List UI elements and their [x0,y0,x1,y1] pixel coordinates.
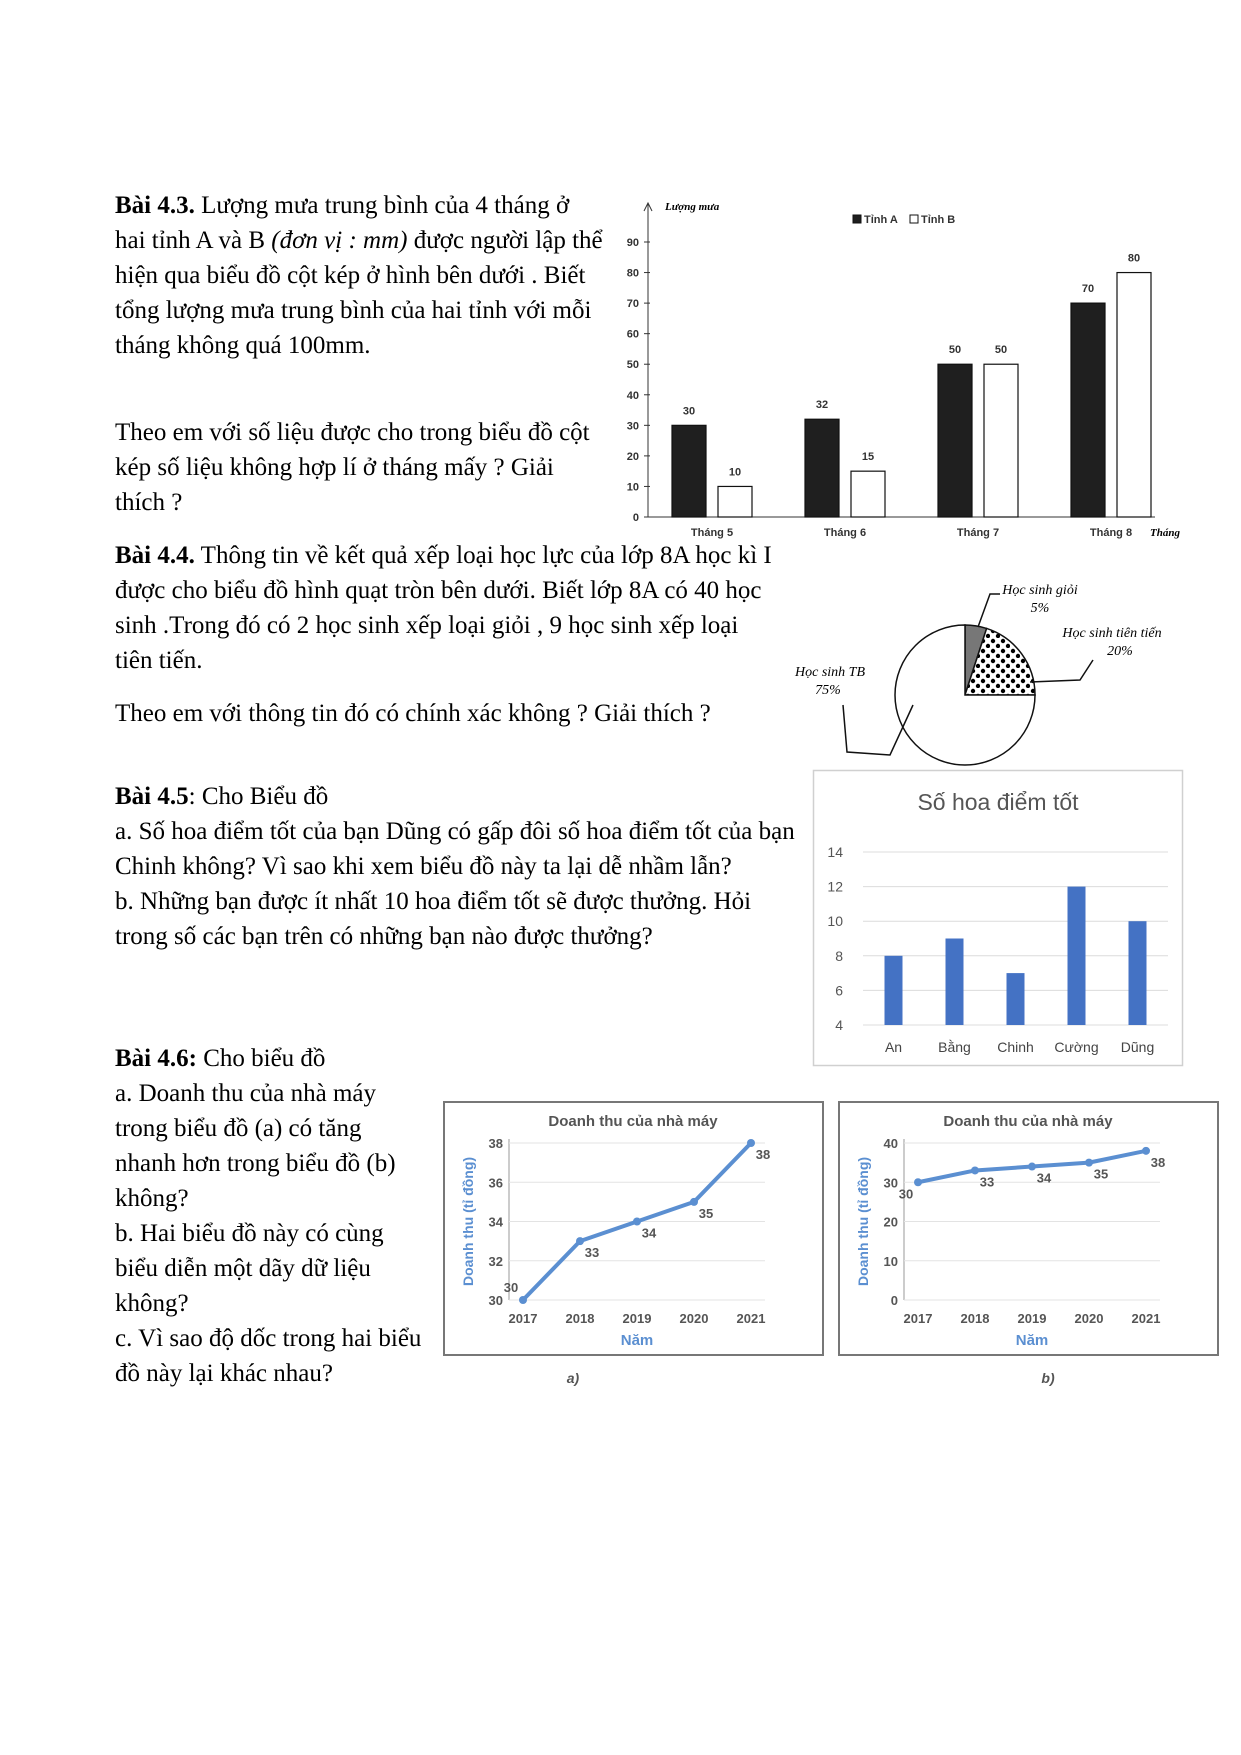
rev-a-data-label: 38 [755,1147,771,1162]
rev-a-y-tick-label: 34 [488,1214,503,1230]
bai43-unit: (đơn vị : mm) [271,227,408,254]
rain-data-label: 50 [994,344,1008,357]
bai45-item-a: a. Số hoa điểm tốt của bạn Dũng có gấp đôi số hoa điểm tốt của bạn Chinh không? Vì sao khi xem biểu đồ này ta lại dễ nhầm lẫn? [115,818,795,880]
rev-b-y-label: Doanh thu (tỉ đồng) [855,1156,871,1287]
rain-bar [984,364,1018,517]
rain-y-tick-label: 20 [626,450,639,463]
rain-data-label: 50 [948,344,962,357]
rain-bar [1071,303,1105,517]
bai44-paragraph [115,538,775,678]
rev-a-point [576,1237,584,1245]
rev-b-x-tick-label: 2017 [903,1311,933,1326]
rain-y-tick-label: 50 [626,359,639,372]
rain-y-tick-label: 60 [626,328,639,341]
pie-value-gioi: 5% [1030,601,1050,616]
bai45-paragraph [115,779,805,954]
rev-a-y-tick-label: 38 [488,1136,503,1151]
flowers-y-tick-label: 10 [827,913,843,930]
rev-b-x-tick-label: 2018 [960,1311,990,1326]
rev-a-data-label: 34 [641,1225,657,1241]
rev-b-y-tick-label: 0 [890,1293,898,1308]
rev-b-point [1028,1163,1036,1171]
rain-data-label: 32 [815,399,829,412]
rev-a-data-label: 33 [584,1245,600,1261]
rain-bar [805,419,839,517]
pie-value-tb: 75% [815,683,841,698]
pie-label-tb: Học sinh TB [795,665,865,680]
rev-a-caption: a) [566,1370,580,1386]
rain-y-tick-label: 0 [632,512,639,524]
rev-b-x-tick-label: 2021 [1131,1311,1161,1326]
grade-pie-chart [790,568,1210,768]
rev-b-x-tick-label: 2020 [1074,1311,1104,1326]
rain-legend-label: Tỉnh A [864,214,898,226]
bai46-item-c: c. Vì sao độ dốc trong hai biểu đồ này lại khác nhau? [115,1325,422,1387]
pie-value-tientien: 20% [1107,644,1133,659]
rain-data-label: 30 [682,405,696,418]
bai44-title: Bài 4.4. [115,542,195,569]
bai46-text: Cho biểu đồ [196,1045,326,1072]
flowers-bar [1068,887,1086,1025]
revenue-line-chart-a [443,1101,826,1391]
bai44-text: Thông tin về kết quả xếp loại học lực của lớp 8A học kì I được cho biểu đồ hình quạt tròn bên dưới. Biết lớp 8A có 40 học sinh .Trong đó có 2 học sinh xếp loại giỏi , 9 học sinh xếp loại tiên tiến. [115,542,772,674]
bai45-text: : Cho Biểu đồ [188,783,329,810]
rain-bar [718,486,752,517]
bai46-item-b: b. Hai biểu đồ này có cùng biểu diễn một dãy dữ liệu không? [115,1220,384,1317]
bai45-item-b: b. Những bạn được ít nhất 10 hoa điểm tốt sẽ được thưởng. Hỏi trong số các bạn trên có những bạn nào được thưởng? [115,888,752,950]
flowers-y-tick-label: 14 [827,844,843,860]
rev-a-point [747,1139,755,1147]
flowers-bar [1007,973,1025,1025]
bai43-paragraph [115,188,603,363]
bai46-title: Bài 4.6: [115,1045,197,1072]
bai44-question: Theo em với thông tin đó có chính xác không ? Giải thích ? [115,700,711,727]
flowers-x-tick-label: Chinh [997,1039,1034,1055]
rev-a-y-tick-label: 36 [488,1175,503,1191]
rain-x-tick-label: Tháng 8 [1089,527,1133,539]
rev-b-data-label: 35 [1093,1166,1109,1182]
bai43-question: Theo em với số liệu được cho trong biểu đồ cột kép số liệu không hợp lí ở tháng mấy ? Giải thích ? [115,419,590,516]
rev-b-title: Doanh thu của nhà máy [943,1113,1113,1130]
rev-b-caption: b) [1041,1370,1055,1386]
rain-y-tick-label: 90 [626,237,639,249]
rev-a-y-tick-label: 32 [488,1253,503,1269]
flowers-y-tick-label: 4 [835,1017,843,1033]
rev-b-x-tick-label: 2019 [1017,1311,1047,1326]
rain-y-tick-label: 40 [626,389,639,402]
rev-b-point [971,1166,979,1174]
rev-a-x-tick-label: 2021 [736,1311,766,1326]
flowers-bar [1129,921,1147,1025]
rain-x-label: Tháng [1150,527,1180,539]
flowers-x-tick-label: Bằng [938,1039,971,1055]
rain-bar [672,425,706,517]
flowers-bar [946,939,964,1026]
rain-y-tick-label: 30 [626,420,639,433]
rev-b-y-tick-label: 20 [883,1214,898,1230]
rev-a-x-tick-label: 2017 [508,1311,538,1326]
rain-bar [851,471,885,517]
rev-b-y-tick-label: 30 [883,1175,898,1191]
rainfall-bar-chart [615,195,1195,545]
rain-x-tick-label: Tháng 7 [956,527,1000,539]
rev-a-point [633,1218,641,1226]
rev-a-data-label: 30 [503,1280,519,1295]
rev-a-data-label: 35 [698,1205,714,1221]
revenue-line-chart-b [838,1101,1221,1391]
rev-b-data-label: 33 [979,1174,995,1190]
pie-leader-line [1030,660,1093,682]
rain-y-tick-label: 10 [626,481,639,494]
pie-leader-line [978,594,1000,627]
flowers-x-tick-label: Dũng [1120,1039,1155,1055]
rev-b-y-tick-label: 40 [883,1136,898,1151]
bai43-text1: Lượng mưa trung bình của 4 tháng ở hai tỉnh A và B [115,192,570,254]
bai46-paragraph [115,1041,427,1391]
rev-a-title: Doanh thu của nhà máy [548,1113,718,1130]
rain-data-label: 70 [1081,283,1095,296]
rain-legend-swatch [910,215,918,223]
pie-label-gioi: Học sinh giỏi [1002,583,1078,598]
rain-legend-swatch [853,215,861,223]
flowers-y-tick-label: 8 [835,947,843,964]
bai45-title: Bài 4.5 [115,783,189,810]
rev-b-data-label: 30 [898,1186,914,1202]
bai46-item-a: a. Doanh thu của nhà máy trong biểu đồ (a) có tăng nhanh hơn trong biểu đồ (b) không? [115,1080,396,1212]
rain-x-tick-label: Tháng 6 [823,527,867,539]
bai43-text2: được người lập thể hiện qua biểu đồ cột kép ở hình bên dưới . Biết tổng lượng mưa trung bình của hai tỉnh với mỗi tháng không quá 100mm. [115,227,603,359]
rev-a-y-tick-label: 30 [488,1293,503,1308]
rev-b-point [914,1178,922,1186]
flowers-x-tick-label: An [884,1039,903,1055]
flowers-bar-chart [813,770,1183,1066]
rev-b-x-label: Năm [1015,1332,1049,1349]
rain-bar [1117,273,1151,517]
rev-b-y-tick-label: 10 [883,1253,898,1269]
rev-a-x-tick-label: 2019 [622,1311,652,1326]
flowers-bar [885,956,903,1025]
rain-y-label: Lượng mưa [665,201,720,213]
rev-b-data-label: 38 [1150,1154,1166,1170]
flowers-x-tick-label: Cường [1054,1039,1099,1055]
rev-a-x-tick-label: 2020 [679,1311,709,1326]
rain-x-tick-label: Tháng 5 [690,527,734,539]
rev-a-x-label: Năm [620,1332,654,1349]
rain-data-label: 80 [1127,252,1141,265]
rain-data-label: 15 [861,451,875,464]
flowers-y-tick-label: 6 [835,982,843,999]
rain-bar [938,364,972,517]
rain-legend-label: Tỉnh B [921,214,956,226]
rain-data-label: 10 [728,466,742,479]
rain-y-tick-label: 70 [626,298,639,311]
rev-a-point [519,1296,527,1304]
rev-b-point [1142,1147,1150,1155]
pie-label-tientien: Học sinh tiên tiến [1062,626,1162,641]
rev-b-data-label: 34 [1036,1170,1052,1186]
rev-a-x-tick-label: 2018 [565,1311,595,1326]
rain-y-tick-label: 80 [626,267,639,280]
bai43-title: Bài 4.3. [115,192,195,219]
rev-a-point [690,1198,698,1206]
flowers-y-tick-label: 12 [827,878,843,895]
flowers-title: Số hoa điểm tốt [917,789,1079,815]
rev-b-point [1085,1159,1093,1167]
rev-a-y-label: Doanh thu (tỉ đồng) [460,1156,476,1287]
